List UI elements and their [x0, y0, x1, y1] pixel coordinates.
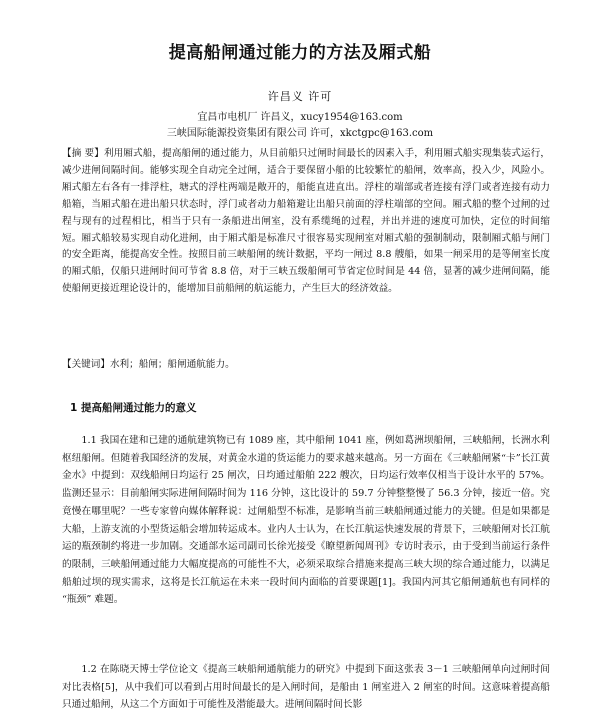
- section-1-heading: 1 提高船闸通过能力的意义: [70, 402, 197, 414]
- keywords-line: 【关键词】水利；船闸；船闸通航能力。: [62, 359, 235, 370]
- paragraph-1-2: 1.2 在陈晓天博士学位论文《提高三峡船闸通航能力的研究》中提到下面这张表 3－1 三峡船闸单向过闸时间对比表格[5]，从中我们可以看到占用时间最长的是入闸时间，是船由 1 闸室进入 2 闸室的时间。这意味着提高船只通过船闸，从这二个方面如于可能性及潜能最大。进闸间隔时间长影: [62, 664, 550, 711]
- paper-title: 提高船闸通过能力的方法及厢式船: [168, 43, 432, 63]
- author-names: 许昌义 许可: [267, 90, 333, 103]
- paragraph-1-1: 1.1 我国在建和已建的通航建筑物已有 1089 座，其中船闸 1041 座，例如葛洲坝船闸，三峡船闸，长洲水利枢纽船闸。但随着我国经济的发展，对黄金水道的货运能力的要求越来越高。另一方面在《三峡船闸紧“卡”长江黄金水》中提到：双线船闸日均运行 25 闸次，日均通过船舶 222 艘次，日均运行效率仅相当于设计水平的 57%。监测还显示：目前船闸实际进闸间隔时间为 116 分钟，这比设计的 59.7 分钟整整慢了 56.3 分钟，接近一倍。究竟慢在哪里呢？一些专家曾向媒体解释说：过闸船型不标准，是影响当前三峡船闸通过能力的关键。但是如果都是大船，上游支流的小型货运船会增加转运成本。业内人士认为，在长江航运快速发展的背景下，三峡船闸对长江航运的瓶颈制约将进一步加剧。交通部水运司副司长徐光接受《瞭望新闻周刊》专访时表示，由于受到当前运行条件的限制，三峡船闸通过能力大幅度提高的可能性不大，必须采取综合措施来提高三峡大坝的综合通过能力，以满足船舶过坝的现实需求，这将是长江航运在未来一段时间内面临的首要课题[1]。我国内河其它船闸通航也有同样的 “瓶颈” 难题。: [62, 435, 550, 606]
- abstract-paragraph: 【摘 要】利用厢式船，提高船闸的通过能力，从目前船只过闸时间最长的因素入手，利用厢式船实现集装式运行，减少进闸间隔时间。能够实现全自动完全过闸，适合于要保留小船的比较繁忙的船闸，效率高，投入少，风险小。厢式船左右各有一排浮柱，塘式的浮柱两端是敞开的，船能直进直出。浮柱的端部或者连接有浮门或者连接有动力船箱，当厢式船在进出船只状态时，浮门或者动力船箱避让出船只前面的浮柱端部的空间。厢式船的整个过闸的过程与现有的过程相比，相当于只有一条船进出闸室，没有系缆绳的过程，并出并进的速度可加快，定位的时间缩短。厢式船较易实现自动化进闸，由于厢式船是标准尺寸很容易实现闸室对厢式船的强制制动，限制厢式船与闸门的安全距离，能提高安全性。按照目前三峡船闸的统计数据，平均一闸过 8.8 艘船，如果一闸采用的是等闸室长度的厢式船，仅船只进闸时间可节省 8.8 倍，对于三峡五级船闸可节省定位时间是 44 倍，显著的减少进闸间隔，能使船闸更接近理论设计的，能增加目前船闸的航运能力，产生巨大的经济效益。: [62, 148, 550, 295]
- affiliation-line-2: 三峡国际能源投资集团有限公司 许可，xkctgpc@163.com: [166, 128, 434, 139]
- affiliation-line-1: 宜昌市电机厂 许昌义，xucy1954@163.com: [197, 112, 403, 123]
